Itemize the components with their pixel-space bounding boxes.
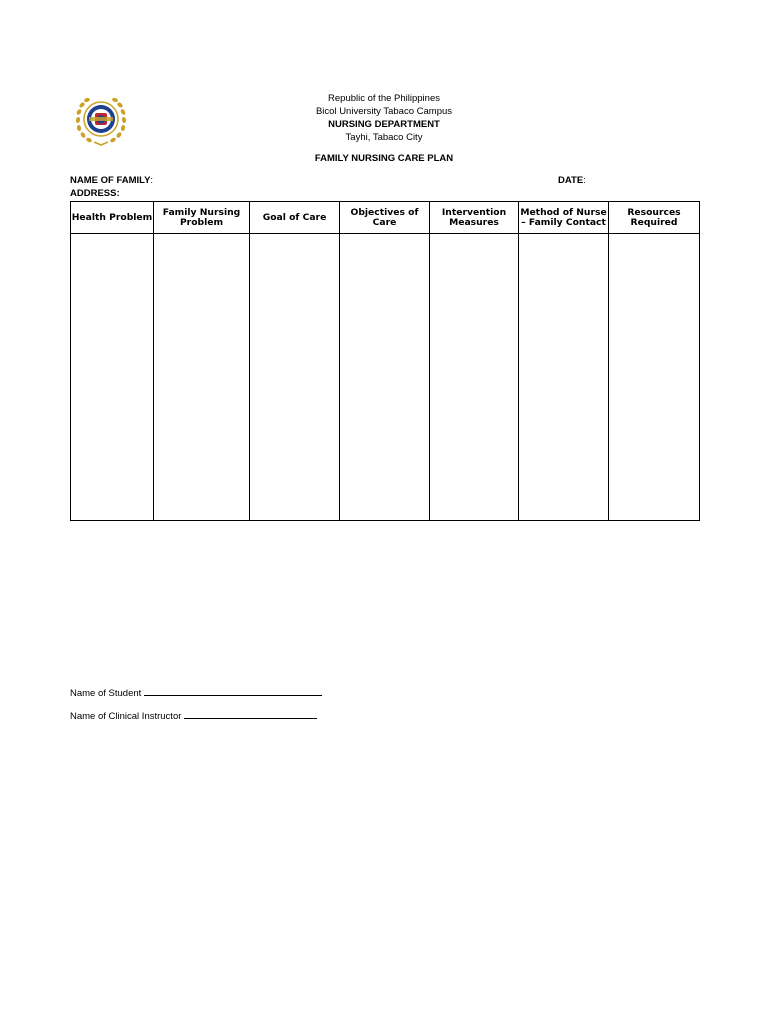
column-header: Family Nursing Problem [154,202,250,234]
column-header: Method of Nurse – Family Contact [519,202,609,234]
date-label: DATE [558,175,584,186]
table-row [71,234,700,521]
column-header: Resources Required [609,202,700,234]
table-header-row [71,202,700,234]
table-cell [430,234,519,521]
table-cell [71,234,154,521]
column-header: Objectives of Care [340,202,430,234]
table-cell [154,234,250,521]
student-blank [144,686,322,696]
university-seal-logo [70,92,132,148]
campus-address-line: Tayhi, Tabaco City [345,132,423,143]
page-title: FAMILY NURSING CARE PLAN [314,153,454,164]
university-line: Bicol University Tabaco Campus [315,106,453,117]
address-field [70,188,120,199]
instructor-blank [184,709,317,719]
table-cell [609,234,700,521]
column-header: Health Problem [71,202,154,234]
student-label: Name of Student [70,688,142,699]
date-field: DATE: [558,175,586,186]
name-of-family-field: NAME OF FAMILY: [70,175,154,186]
instructor-signature-line [70,709,317,722]
student-signature-line [70,686,322,699]
republic-line: Republic of the Philippines [328,93,440,104]
table-cell [340,234,430,521]
address-label: ADDRESS: [70,188,120,199]
care-plan-table [70,201,700,521]
table-cell [250,234,340,521]
clinical-instructor-label: Name of Clinical Instructor [70,711,182,722]
table-cell [519,234,609,521]
column-header: Goal of Care [250,202,340,234]
department-line: NURSING DEPARTMENT [328,119,440,130]
column-header: Intervention Measures [430,202,519,234]
letterhead [200,92,568,144]
name-of-family-label: NAME OF FAMILY [70,175,151,186]
